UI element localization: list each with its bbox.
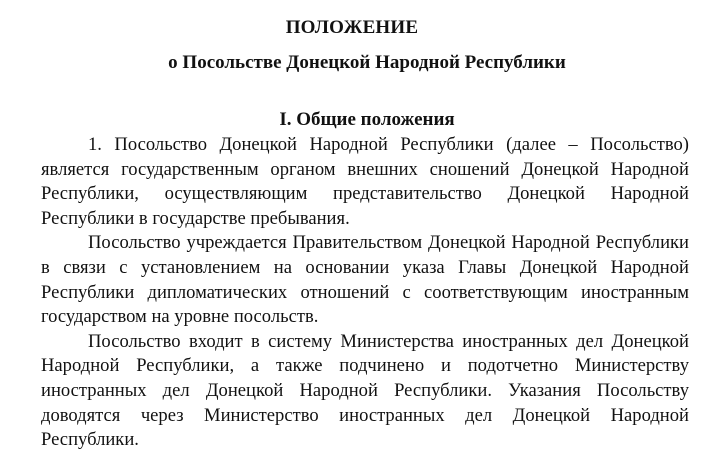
paragraph-2: Посольство учреждается Правительством Донецкой Народной Республики в связи с установлением на основании указа Главы Донецкой Народной Республики дипломатических отношений с соответствующим иностранным государством на уровне посольств. bbox=[41, 232, 689, 328]
document-body bbox=[41, 133, 689, 453]
document-title: ПОЛОЖЕНИЕ bbox=[285, 17, 419, 38]
paragraph-3: Посольство входит в систему Министерства иностранных дел Донецкой Народной Республики, а также подчинено и подотчетно Министерству иностранных дел Донецкой Народной Республики. Указания Посольству доводятся через Министерство иностранных дел Донецкой Народной Республики. bbox=[41, 330, 689, 451]
section-heading: I. Общие положения bbox=[279, 109, 455, 130]
paragraph-1: 1. Посольство Донецкой Народной Республики (далее – Посольство) является государственным органом внешних сношений Донецкой Народной Республики, осуществляющим представительство Донецкой Народной Республики в государстве пребывания. bbox=[41, 134, 689, 229]
document-subtitle: о Посольстве Донецкой Народной Республики bbox=[168, 52, 566, 73]
